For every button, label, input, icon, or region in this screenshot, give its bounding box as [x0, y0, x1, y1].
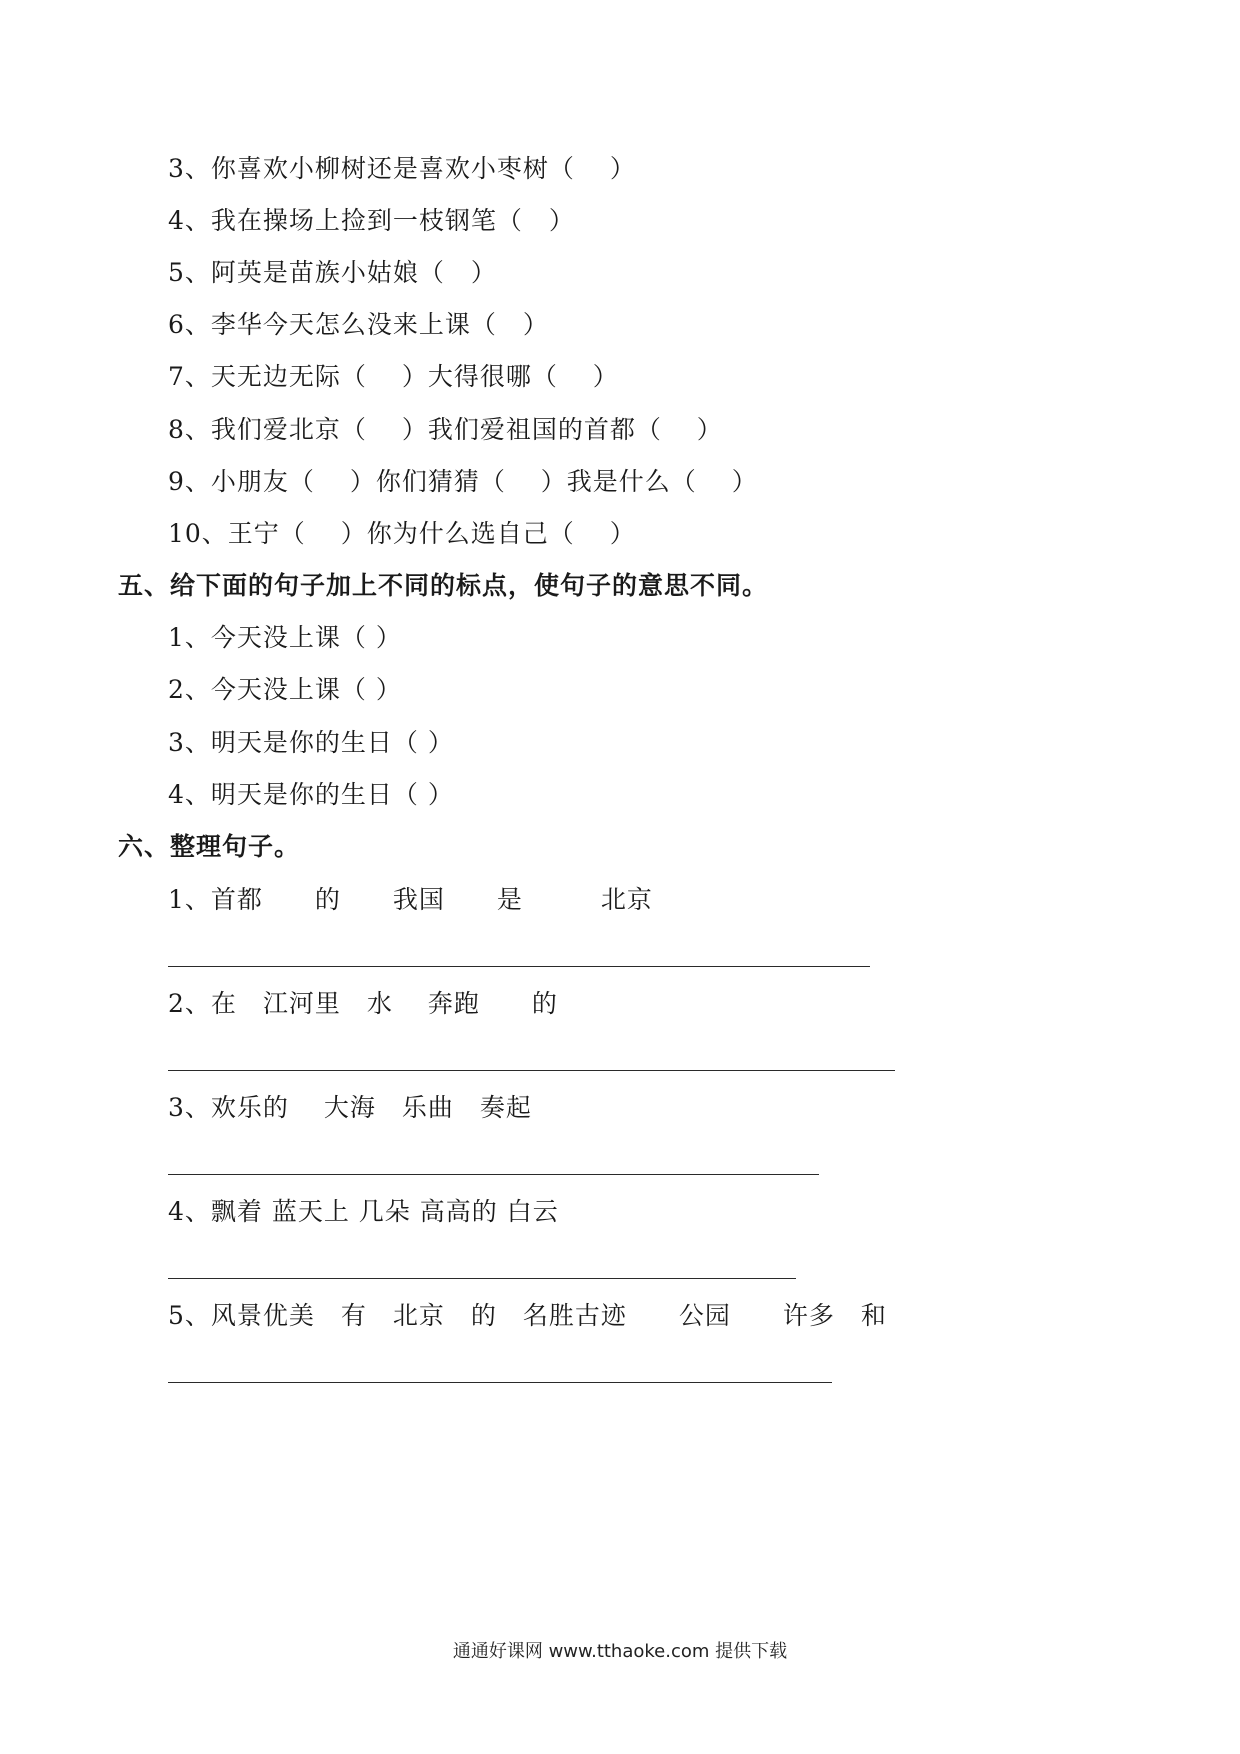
section4-item-4: 4、我在操场上捡到一枝钢笔（ ）	[168, 206, 575, 235]
section6-item-1: 1、首都 的 我国 是 北京	[168, 885, 653, 914]
section6-heading: 六、整理句子。	[118, 832, 301, 861]
section5-item-4: 4、明天是你的生日（ ）	[168, 780, 454, 809]
footer-credit: 通通好课网 www.tthaoke.com 提供下载	[452, 1641, 788, 1662]
section5-item-3: 3、明天是你的生日（ ）	[168, 728, 454, 757]
section6-item-2: 2、在 江河里 水 奔跑 的	[168, 989, 558, 1018]
answer-line-5[interactable]	[168, 1382, 832, 1383]
section4-item-3: 3、你喜欢小柳树还是喜欢小枣树（ ）	[168, 154, 636, 183]
section4-item-5: 5、阿英是苗族小姑娘（ ）	[168, 258, 497, 287]
section4-item-7: 7、天无边无际（ ）大得很哪（ ）	[168, 362, 619, 391]
section6-item-5: 5、风景优美 有 北京 的 名胜古迹 公园 许多 和	[168, 1301, 887, 1330]
section4-item-6: 6、李华今天怎么没来上课（ ）	[168, 310, 549, 339]
section5-item-2: 2、今天没上课（ ）	[168, 675, 402, 704]
answer-line-1[interactable]	[168, 966, 870, 967]
section5-item-1: 1、今天没上课（ ）	[168, 623, 402, 652]
section6-item-4: 4、飘着 蓝天上 几朵 高高的 白云	[168, 1197, 559, 1226]
section6-item-3: 3、欢乐的 大海 乐曲 奏起	[168, 1093, 532, 1122]
section4-item-9: 9、小朋友（ ）你们猜猜（ ）我是什么（ ）	[168, 467, 758, 496]
answer-line-3[interactable]	[168, 1174, 819, 1175]
section5-heading: 五、给下面的句子加上不同的标点，使句子的意思不同。	[118, 571, 769, 600]
answer-line-4[interactable]	[168, 1278, 796, 1279]
answer-line-2[interactable]	[168, 1070, 895, 1071]
section4-item-10: 10、王宁（ ）你为什么选自己（ ）	[168, 519, 636, 548]
section4-item-8: 8、我们爱北京（ ）我们爱祖国的首都（ ）	[168, 415, 723, 444]
